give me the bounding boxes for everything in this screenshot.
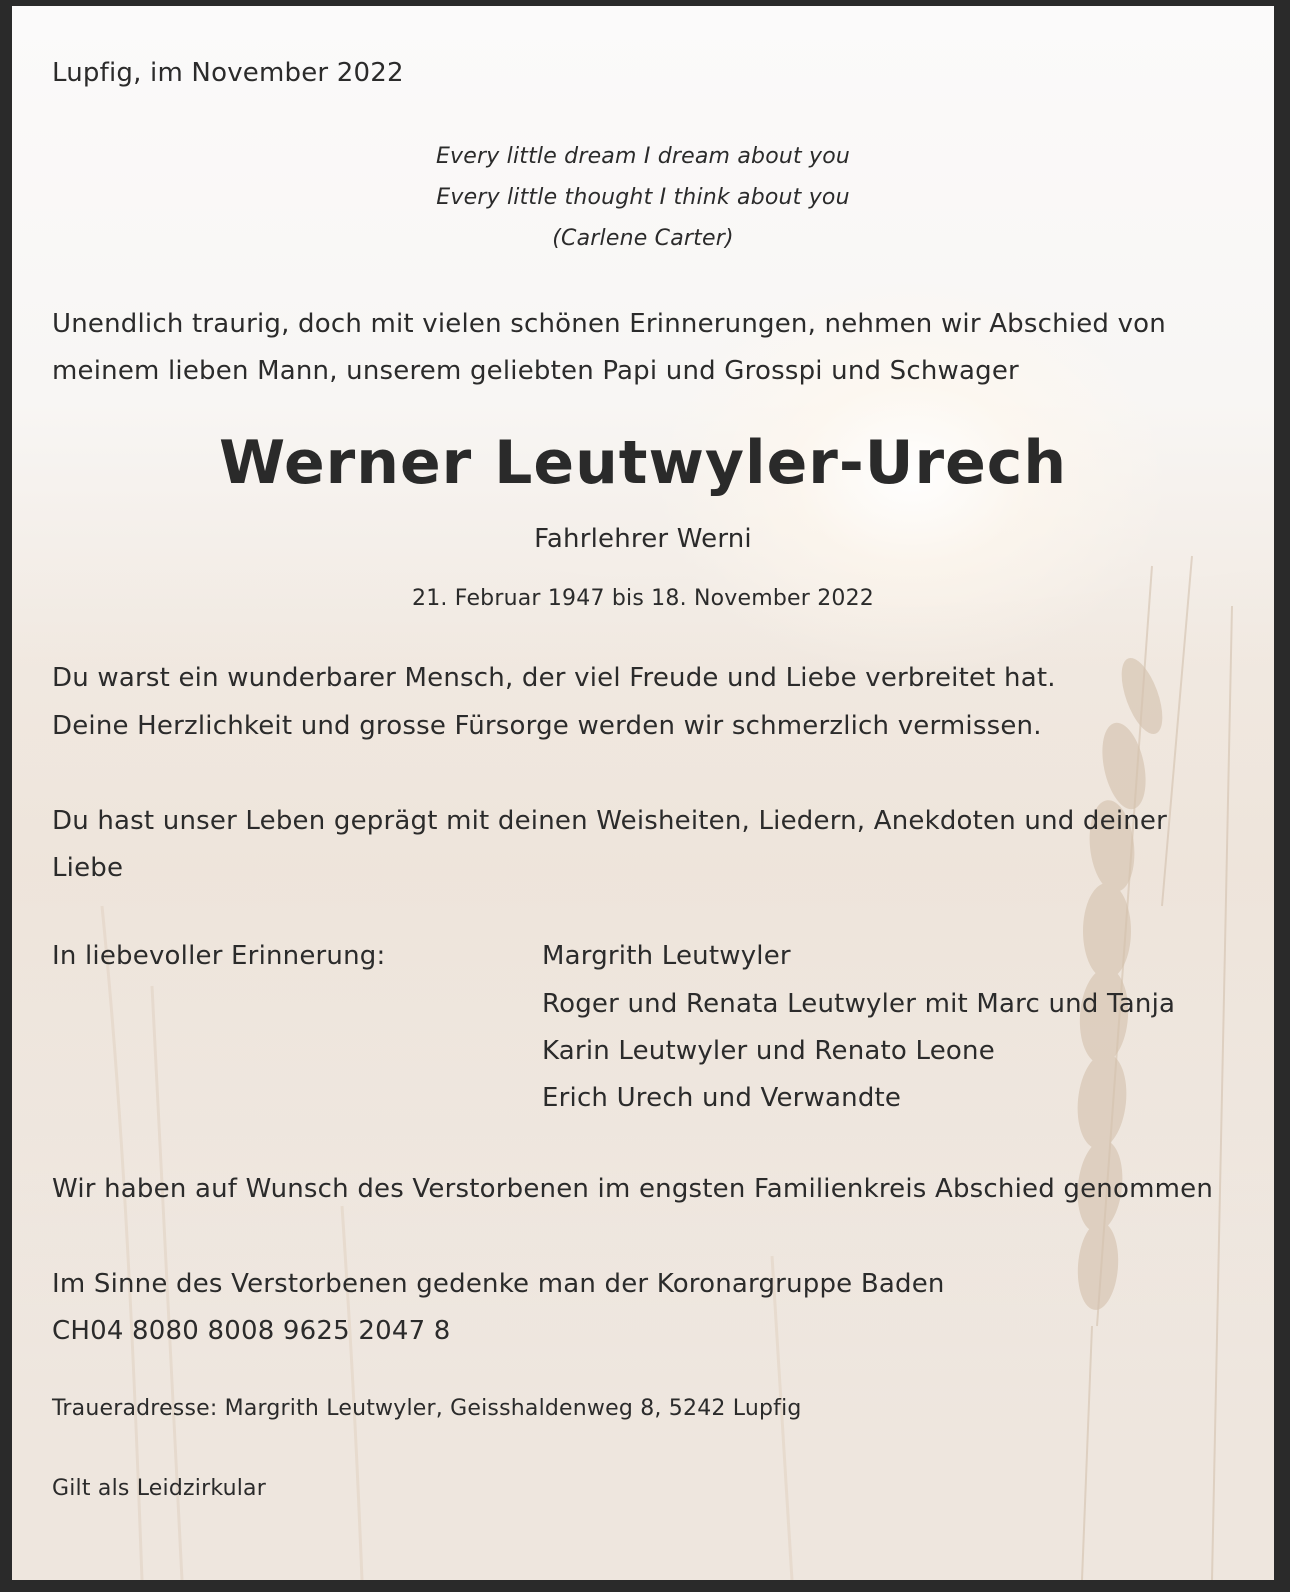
- quote-line-1: Every little dream I dream about you: [435, 144, 851, 169]
- intro-line-1: Unendlich traurig, doch mit vielen schönen Erinnerungen, nehmen wir Abschied von: [52, 309, 1166, 339]
- mourning-address: Traueradresse: Margrith Leutwyler, Geisshaldenweg 8, 5242 Lupfig: [52, 1396, 802, 1421]
- farewell-note: Wir haben auf Wunsch des Verstorbenen im engsten Familienkreis Abschied genommen: [52, 1174, 1214, 1204]
- mourner-name: Roger und Renata Leutwyler mit Marc und Tanja: [542, 989, 1176, 1019]
- quote-line-2: Every little thought I think about you: [436, 185, 850, 210]
- life-dates: 21. Februar 1947 bis 18. November 2022: [412, 586, 874, 611]
- tribute-line-1: Du warst ein wunderbarer Mensch, der viel Freude und Liebe verbreitet hat.: [52, 663, 1056, 693]
- quote-author: (Carlene Carter): [552, 226, 734, 251]
- tribute-line-3: Du hast unser Leben geprägt mit deinen Weisheiten, Liedern, Anekdoten und deiner: [52, 806, 1168, 836]
- tribute-line-4: Liebe: [52, 853, 124, 883]
- obituary-notice: [12, 6, 1274, 1580]
- deceased-name: Werner Leutwyler-Urech: [218, 428, 1068, 498]
- mourner-name: Margrith Leutwyler: [542, 941, 791, 971]
- donation-iban: CH04 8080 8008 9625 2047 8: [52, 1316, 451, 1346]
- place-and-date: Lupfig, im November 2022: [52, 58, 404, 88]
- tribute-line-2: Deine Herzlichkeit und grosse Fürsorge werden wir schmerzlich vermissen.: [52, 711, 1042, 741]
- mourner-name: Erich Urech und Verwandte: [542, 1083, 902, 1113]
- mourner-name: Karin Leutwyler und Renato Leone: [542, 1036, 995, 1066]
- deceased-nickname: Fahrlehrer Werni: [534, 524, 752, 554]
- donation-line: Im Sinne des Verstorbenen gedenke man der Koronargruppe Baden: [52, 1269, 945, 1299]
- intro-line-2: meinem lieben Mann, unserem geliebten Papi und Grosspi und Schwager: [52, 356, 1019, 386]
- mourners-label: In liebevoller Erinnerung:: [52, 941, 386, 971]
- footer-note: Gilt als Leidzirkular: [52, 1476, 266, 1501]
